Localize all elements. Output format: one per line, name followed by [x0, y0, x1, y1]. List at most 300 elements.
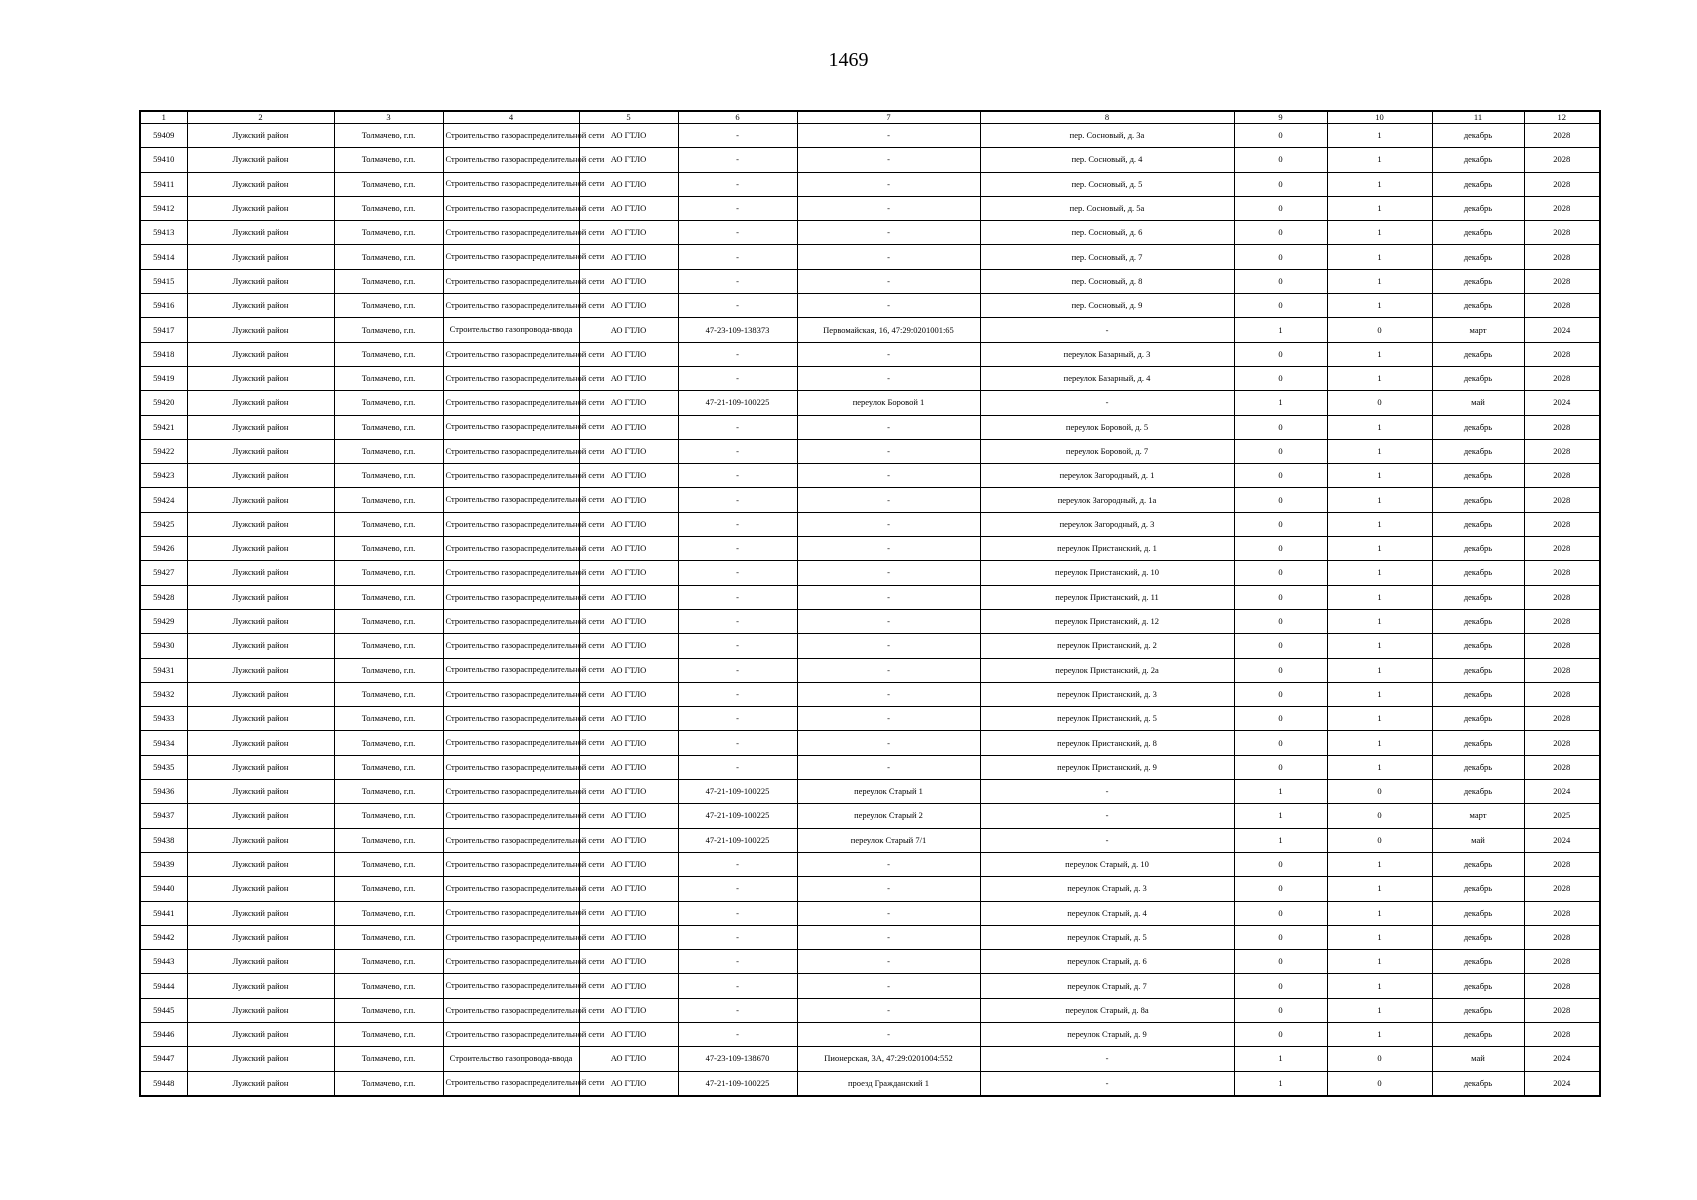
cell-settlement: Толмачево, г.п. — [334, 634, 443, 658]
cell-value-10: 1 — [1327, 172, 1432, 196]
cell-value-10: 1 — [1327, 974, 1432, 998]
cell-address: пер. Сосновый, д. 4 — [980, 148, 1234, 172]
cell-object-address: - — [797, 196, 980, 220]
cell-work-type: Строительство газораспределительной сети — [443, 634, 579, 658]
cell-organization: АО ГТЛО — [579, 415, 678, 439]
cell-row-number: 59448 — [140, 1071, 187, 1096]
cell-permit-number: - — [678, 634, 797, 658]
cell-district: Лужский район — [187, 585, 334, 609]
cell-row-number: 59433 — [140, 707, 187, 731]
cell-month: декабрь — [1432, 488, 1524, 512]
cell-address: переулок Старый, д. 7 — [980, 974, 1234, 998]
table-row — [140, 294, 1600, 318]
cell-object-address: - — [797, 269, 980, 293]
cell-settlement: Толмачево, г.п. — [334, 537, 443, 561]
cell-settlement: Толмачево, г.п. — [334, 391, 443, 415]
cell-year: 2028 — [1524, 731, 1600, 755]
cell-year: 2028 — [1524, 755, 1600, 779]
cell-work-type: Строительство газораспределительной сети — [443, 196, 579, 220]
cell-year: 2028 — [1524, 634, 1600, 658]
cell-address: переулок Загородный, д. 1 — [980, 464, 1234, 488]
cell-organization: АО ГТЛО — [579, 245, 678, 269]
cell-row-number: 59436 — [140, 780, 187, 804]
cell-settlement: Толмачево, г.п. — [334, 877, 443, 901]
cell-object-address: - — [797, 366, 980, 390]
column-number-1: 1 — [140, 111, 187, 124]
column-number-8: 8 — [980, 111, 1234, 124]
cell-settlement: Толмачево, г.п. — [334, 609, 443, 633]
cell-value-10: 1 — [1327, 294, 1432, 318]
cell-row-number: 59447 — [140, 1047, 187, 1071]
cell-settlement: Толмачево, г.п. — [334, 950, 443, 974]
cell-year: 2028 — [1524, 998, 1600, 1022]
cell-district: Лужский район — [187, 269, 334, 293]
cell-value-9: 0 — [1234, 561, 1327, 585]
cell-work-type: Строительство газораспределительной сети — [443, 391, 579, 415]
cell-district: Лужский район — [187, 537, 334, 561]
cell-district: Лужский район — [187, 877, 334, 901]
cell-month: декабрь — [1432, 269, 1524, 293]
cell-value-10: 1 — [1327, 1022, 1432, 1046]
cell-permit-number: - — [678, 658, 797, 682]
cell-address: переулок Пристанский, д. 2а — [980, 658, 1234, 682]
cell-row-number: 59419 — [140, 366, 187, 390]
table-row — [140, 585, 1600, 609]
cell-organization: АО ГТЛО — [579, 561, 678, 585]
cell-value-9: 0 — [1234, 609, 1327, 633]
cell-row-number: 59422 — [140, 439, 187, 463]
cell-value-9: 1 — [1234, 391, 1327, 415]
cell-settlement: Толмачево, г.п. — [334, 974, 443, 998]
cell-year: 2028 — [1524, 974, 1600, 998]
cell-district: Лужский район — [187, 391, 334, 415]
cell-month: декабрь — [1432, 366, 1524, 390]
cell-value-10: 1 — [1327, 148, 1432, 172]
cell-value-10: 1 — [1327, 512, 1432, 536]
cell-object-address: - — [797, 221, 980, 245]
cell-month: декабрь — [1432, 221, 1524, 245]
cell-organization: АО ГТЛО — [579, 172, 678, 196]
cell-organization: АО ГТЛО — [579, 998, 678, 1022]
cell-year: 2028 — [1524, 537, 1600, 561]
cell-value-9: 1 — [1234, 780, 1327, 804]
cell-permit-number: - — [678, 1022, 797, 1046]
cell-address: переулок Пристанский, д. 10 — [980, 561, 1234, 585]
cell-row-number: 59442 — [140, 925, 187, 949]
cell-permit-number: - — [678, 682, 797, 706]
column-number-7: 7 — [797, 111, 980, 124]
cell-month: декабрь — [1432, 415, 1524, 439]
cell-organization: АО ГТЛО — [579, 974, 678, 998]
cell-settlement: Толмачево, г.п. — [334, 707, 443, 731]
cell-row-number: 59439 — [140, 852, 187, 876]
cell-object-address: - — [797, 148, 980, 172]
cell-object-address: - — [797, 731, 980, 755]
cell-object-address: - — [797, 488, 980, 512]
cell-settlement: Толмачево, г.п. — [334, 731, 443, 755]
cell-work-type: Строительство газораспределительной сети — [443, 439, 579, 463]
cell-permit-number: - — [678, 731, 797, 755]
cell-value-10: 1 — [1327, 925, 1432, 949]
cell-object-address: - — [797, 998, 980, 1022]
cell-permit-number: 47-23-109-138373 — [678, 318, 797, 342]
cell-row-number: 59429 — [140, 609, 187, 633]
cell-value-10: 0 — [1327, 391, 1432, 415]
cell-work-type: Строительство газораспределительной сети — [443, 609, 579, 633]
cell-district: Лужский район — [187, 852, 334, 876]
cell-value-9: 0 — [1234, 245, 1327, 269]
cell-value-9: 0 — [1234, 658, 1327, 682]
cell-address: переулок Базарный, д. 4 — [980, 366, 1234, 390]
cell-month: декабрь — [1432, 731, 1524, 755]
cell-permit-number: - — [678, 488, 797, 512]
cell-month: декабрь — [1432, 124, 1524, 148]
cell-value-10: 0 — [1327, 828, 1432, 852]
cell-organization: АО ГТЛО — [579, 391, 678, 415]
table-row — [140, 755, 1600, 779]
cell-object-address: - — [797, 342, 980, 366]
cell-value-10: 1 — [1327, 755, 1432, 779]
cell-year: 2028 — [1524, 172, 1600, 196]
cell-work-type: Строительство газораспределительной сети — [443, 780, 579, 804]
table-row — [140, 925, 1600, 949]
cell-year: 2028 — [1524, 585, 1600, 609]
cell-value-10: 1 — [1327, 488, 1432, 512]
cell-settlement: Толмачево, г.п. — [334, 1071, 443, 1096]
cell-value-10: 1 — [1327, 585, 1432, 609]
cell-organization: АО ГТЛО — [579, 780, 678, 804]
cell-year: 2024 — [1524, 1071, 1600, 1096]
cell-year: 2024 — [1524, 391, 1600, 415]
cell-value-10: 1 — [1327, 561, 1432, 585]
cell-value-10: 1 — [1327, 415, 1432, 439]
table-row — [140, 512, 1600, 536]
cell-address: пер. Сосновый, д. 8 — [980, 269, 1234, 293]
cell-year: 2028 — [1524, 1022, 1600, 1046]
cell-value-10: 0 — [1327, 780, 1432, 804]
cell-address: переулок Старый, д. 4 — [980, 901, 1234, 925]
cell-district: Лужский район — [187, 1047, 334, 1071]
cell-district: Лужский район — [187, 318, 334, 342]
cell-row-number: 59410 — [140, 148, 187, 172]
cell-organization: АО ГТЛО — [579, 148, 678, 172]
cell-year: 2028 — [1524, 512, 1600, 536]
cell-organization: АО ГТЛО — [579, 731, 678, 755]
cell-work-type: Строительство газораспределительной сети — [443, 512, 579, 536]
cell-month: декабрь — [1432, 294, 1524, 318]
cell-month: декабрь — [1432, 877, 1524, 901]
cell-district: Лужский район — [187, 609, 334, 633]
cell-month: декабрь — [1432, 464, 1524, 488]
table-row — [140, 561, 1600, 585]
cell-value-10: 0 — [1327, 318, 1432, 342]
cell-work-type: Строительство газораспределительной сети — [443, 998, 579, 1022]
cell-month: декабрь — [1432, 561, 1524, 585]
cell-row-number: 59443 — [140, 950, 187, 974]
cell-month: декабрь — [1432, 755, 1524, 779]
cell-address: переулок Пристанский, д. 5 — [980, 707, 1234, 731]
cell-month: март — [1432, 804, 1524, 828]
cell-value-9: 0 — [1234, 342, 1327, 366]
cell-value-9: 0 — [1234, 124, 1327, 148]
cell-value-10: 1 — [1327, 658, 1432, 682]
cell-year: 2028 — [1524, 707, 1600, 731]
cell-permit-number: - — [678, 974, 797, 998]
cell-address: переулок Пристанский, д. 1 — [980, 537, 1234, 561]
cell-year: 2028 — [1524, 609, 1600, 633]
cell-row-number: 59432 — [140, 682, 187, 706]
cell-object-address: - — [797, 877, 980, 901]
cell-row-number: 59423 — [140, 464, 187, 488]
cell-row-number: 59421 — [140, 415, 187, 439]
cell-work-type: Строительство газораспределительной сети — [443, 366, 579, 390]
column-number-2: 2 — [187, 111, 334, 124]
cell-district: Лужский район — [187, 1022, 334, 1046]
cell-settlement: Толмачево, г.п. — [334, 755, 443, 779]
cell-district: Лужский район — [187, 196, 334, 220]
cell-address: пер. Сосновый, д. 6 — [980, 221, 1234, 245]
cell-permit-number: - — [678, 124, 797, 148]
cell-organization: АО ГТЛО — [579, 512, 678, 536]
cell-row-number: 59444 — [140, 974, 187, 998]
table-row — [140, 998, 1600, 1022]
cell-address: - — [980, 804, 1234, 828]
table-row — [140, 172, 1600, 196]
cell-permit-number: - — [678, 366, 797, 390]
cell-address: - — [980, 780, 1234, 804]
cell-value-10: 1 — [1327, 366, 1432, 390]
cell-object-address: - — [797, 901, 980, 925]
cell-object-address: - — [797, 682, 980, 706]
cell-work-type: Строительство газораспределительной сети — [443, 804, 579, 828]
cell-year: 2028 — [1524, 221, 1600, 245]
cell-address: переулок Пристанский, д. 11 — [980, 585, 1234, 609]
cell-settlement: Толмачево, г.п. — [334, 245, 443, 269]
cell-row-number: 59418 — [140, 342, 187, 366]
cell-organization: АО ГТЛО — [579, 124, 678, 148]
cell-object-address: Первомайская, 16, 47:29:0201001:65 — [797, 318, 980, 342]
cell-address: пер. Сосновый, д. 7 — [980, 245, 1234, 269]
cell-organization: АО ГТЛО — [579, 196, 678, 220]
cell-district: Лужский район — [187, 974, 334, 998]
cell-object-address: - — [797, 124, 980, 148]
cell-row-number: 59428 — [140, 585, 187, 609]
cell-permit-number: - — [678, 172, 797, 196]
cell-value-9: 0 — [1234, 464, 1327, 488]
cell-permit-number: - — [678, 585, 797, 609]
cell-address: переулок Пристанский, д. 8 — [980, 731, 1234, 755]
cell-year: 2028 — [1524, 269, 1600, 293]
cell-object-address: - — [797, 561, 980, 585]
cell-month: март — [1432, 318, 1524, 342]
cell-district: Лужский район — [187, 439, 334, 463]
table-row — [140, 877, 1600, 901]
cell-object-address: - — [797, 1022, 980, 1046]
cell-value-9: 0 — [1234, 415, 1327, 439]
cell-row-number: 59425 — [140, 512, 187, 536]
cell-value-10: 0 — [1327, 1047, 1432, 1071]
table-row — [140, 804, 1600, 828]
cell-month: декабрь — [1432, 707, 1524, 731]
cell-value-10: 1 — [1327, 124, 1432, 148]
cell-organization: АО ГТЛО — [579, 269, 678, 293]
cell-row-number: 59431 — [140, 658, 187, 682]
cell-address: переулок Пристанский, д. 3 — [980, 682, 1234, 706]
cell-settlement: Толмачево, г.п. — [334, 221, 443, 245]
cell-settlement: Толмачево, г.п. — [334, 196, 443, 220]
cell-organization: АО ГТЛО — [579, 950, 678, 974]
cell-work-type: Строительство газопровода-ввода — [443, 318, 579, 342]
cell-organization: АО ГТЛО — [579, 585, 678, 609]
cell-month: декабрь — [1432, 512, 1524, 536]
cell-work-type: Строительство газораспределительной сети — [443, 269, 579, 293]
cell-work-type: Строительство газораспределительной сети — [443, 682, 579, 706]
cell-permit-number: - — [678, 561, 797, 585]
cell-permit-number: - — [678, 148, 797, 172]
table-row — [140, 488, 1600, 512]
cell-settlement: Толмачево, г.п. — [334, 658, 443, 682]
cell-month: декабрь — [1432, 634, 1524, 658]
cell-settlement: Толмачево, г.п. — [334, 828, 443, 852]
cell-settlement: Толмачево, г.п. — [334, 294, 443, 318]
cell-year: 2028 — [1524, 682, 1600, 706]
column-number-11: 11 — [1432, 111, 1524, 124]
cell-row-number: 59446 — [140, 1022, 187, 1046]
cell-row-number: 59438 — [140, 828, 187, 852]
cell-work-type: Строительство газораспределительной сети — [443, 901, 579, 925]
cell-work-type: Строительство газораспределительной сети — [443, 561, 579, 585]
cell-organization: АО ГТЛО — [579, 342, 678, 366]
cell-permit-number: 47-21-109-100225 — [678, 804, 797, 828]
cell-month: декабрь — [1432, 1022, 1524, 1046]
cell-value-9: 0 — [1234, 439, 1327, 463]
cell-month: декабрь — [1432, 342, 1524, 366]
cell-work-type: Строительство газораспределительной сети — [443, 658, 579, 682]
table-row — [140, 1071, 1600, 1096]
cell-organization: АО ГТЛО — [579, 925, 678, 949]
table-row — [140, 731, 1600, 755]
cell-work-type: Строительство газораспределительной сети — [443, 124, 579, 148]
cell-year: 2024 — [1524, 318, 1600, 342]
cell-object-address: переулок Старый 7/1 — [797, 828, 980, 852]
cell-value-9: 0 — [1234, 707, 1327, 731]
cell-value-10: 1 — [1327, 731, 1432, 755]
cell-row-number: 59415 — [140, 269, 187, 293]
cell-organization: АО ГТЛО — [579, 1071, 678, 1096]
cell-month: декабрь — [1432, 1071, 1524, 1096]
cell-month: декабрь — [1432, 852, 1524, 876]
cell-organization: АО ГТЛО — [579, 634, 678, 658]
cell-month: декабрь — [1432, 901, 1524, 925]
cell-object-address: - — [797, 172, 980, 196]
cell-permit-number: - — [678, 901, 797, 925]
cell-settlement: Толмачево, г.п. — [334, 925, 443, 949]
cell-address: переулок Старый, д. 8а — [980, 998, 1234, 1022]
table-row — [140, 852, 1600, 876]
cell-row-number: 59417 — [140, 318, 187, 342]
cell-month: декабрь — [1432, 196, 1524, 220]
cell-district: Лужский район — [187, 682, 334, 706]
cell-organization: АО ГТЛО — [579, 221, 678, 245]
cell-value-10: 1 — [1327, 998, 1432, 1022]
cell-organization: АО ГТЛО — [579, 488, 678, 512]
cell-address: переулок Загородный, д. 1а — [980, 488, 1234, 512]
cell-settlement: Толмачево, г.п. — [334, 342, 443, 366]
table-row — [140, 148, 1600, 172]
cell-organization: АО ГТЛО — [579, 1022, 678, 1046]
cell-permit-number: 47-23-109-138670 — [678, 1047, 797, 1071]
cell-value-9: 0 — [1234, 294, 1327, 318]
table-row — [140, 634, 1600, 658]
cell-work-type: Строительство газораспределительной сети — [443, 950, 579, 974]
cell-object-address: - — [797, 537, 980, 561]
cell-object-address: проезд Гражданский 1 — [797, 1071, 980, 1096]
cell-work-type: Строительство газораспределительной сети — [443, 828, 579, 852]
column-number-4: 4 — [443, 111, 579, 124]
cell-address: пер. Сосновый, д. 5 — [980, 172, 1234, 196]
cell-settlement: Толмачево, г.п. — [334, 512, 443, 536]
cell-value-10: 0 — [1327, 1071, 1432, 1096]
cell-permit-number: - — [678, 294, 797, 318]
cell-value-9: 1 — [1234, 828, 1327, 852]
cell-value-9: 0 — [1234, 731, 1327, 755]
cell-month: декабрь — [1432, 658, 1524, 682]
cell-address: переулок Пристанский, д. 2 — [980, 634, 1234, 658]
cell-value-10: 0 — [1327, 804, 1432, 828]
cell-district: Лужский район — [187, 755, 334, 779]
cell-value-10: 1 — [1327, 221, 1432, 245]
cell-permit-number: - — [678, 221, 797, 245]
cell-district: Лужский район — [187, 950, 334, 974]
cell-month: декабрь — [1432, 925, 1524, 949]
cell-address: - — [980, 318, 1234, 342]
cell-organization: АО ГТЛО — [579, 828, 678, 852]
cell-object-address: - — [797, 658, 980, 682]
cell-value-10: 1 — [1327, 682, 1432, 706]
cell-permit-number: - — [678, 537, 797, 561]
column-number-12: 12 — [1524, 111, 1600, 124]
cell-organization: АО ГТЛО — [579, 755, 678, 779]
cell-district: Лужский район — [187, 245, 334, 269]
cell-address: - — [980, 391, 1234, 415]
cell-district: Лужский район — [187, 658, 334, 682]
cell-address: переулок Пристанский, д. 12 — [980, 609, 1234, 633]
cell-object-address: - — [797, 512, 980, 536]
cell-district: Лужский район — [187, 731, 334, 755]
cell-object-address: - — [797, 415, 980, 439]
cell-permit-number: - — [678, 415, 797, 439]
cell-row-number: 59437 — [140, 804, 187, 828]
cell-organization: АО ГТЛО — [579, 804, 678, 828]
cell-permit-number: - — [678, 925, 797, 949]
cell-work-type: Строительство газораспределительной сети — [443, 488, 579, 512]
cell-value-9: 0 — [1234, 585, 1327, 609]
page-number: 1469 — [828, 49, 869, 71]
cell-value-9: 0 — [1234, 950, 1327, 974]
column-number-9: 9 — [1234, 111, 1327, 124]
cell-work-type: Строительство газораспределительной сети — [443, 877, 579, 901]
cell-address: переулок Старый, д. 6 — [980, 950, 1234, 974]
cell-work-type: Строительство газораспределительной сети — [443, 221, 579, 245]
table-row — [140, 318, 1600, 342]
table-row — [140, 1047, 1600, 1071]
cell-year: 2028 — [1524, 488, 1600, 512]
cell-row-number: 59441 — [140, 901, 187, 925]
cell-address: переулок Загородный, д. 3 — [980, 512, 1234, 536]
cell-month: декабрь — [1432, 609, 1524, 633]
cell-row-number: 59434 — [140, 731, 187, 755]
cell-address: пер. Сосновый, д. 3а — [980, 124, 1234, 148]
